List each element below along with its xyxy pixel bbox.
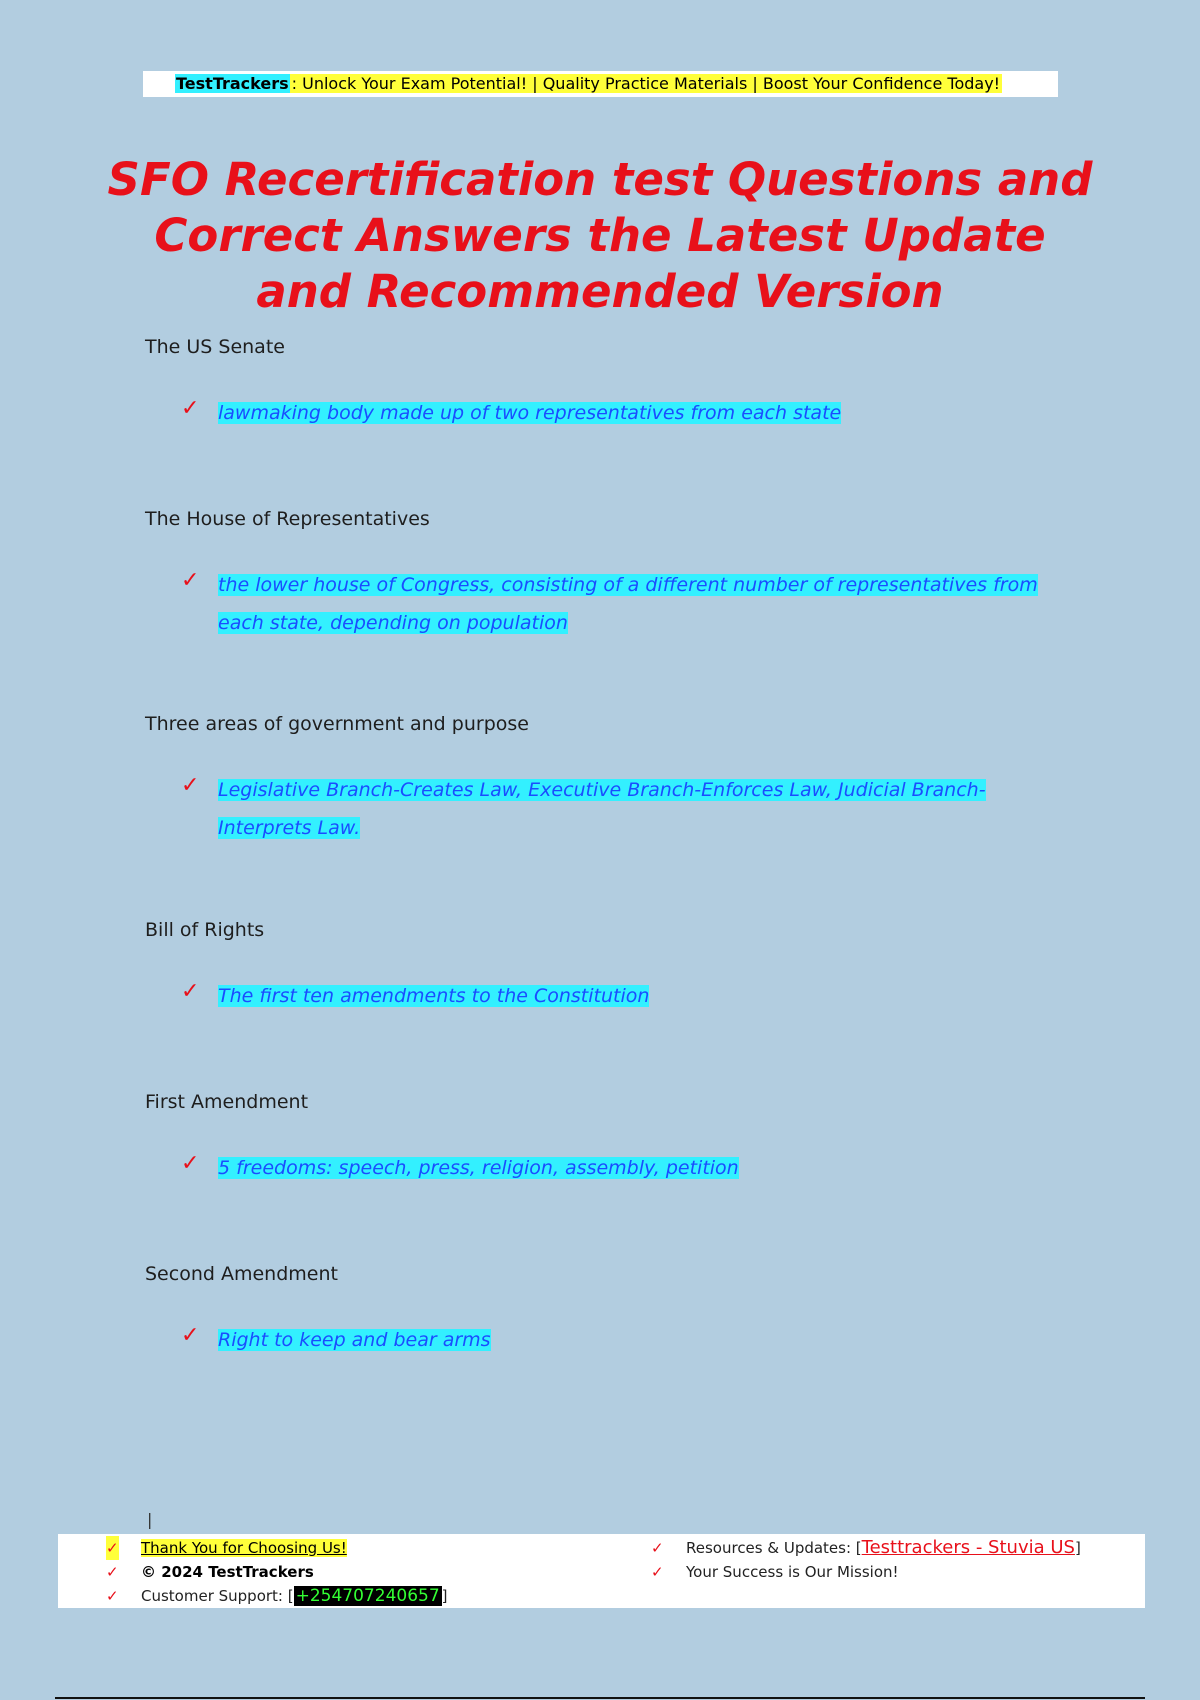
- answer-row: [145, 1149, 1065, 1187]
- support-close: ]: [441, 1587, 448, 1605]
- header-brand: TestTrackers: [176, 74, 289, 93]
- support-phone[interactable]: +254707240657: [295, 1586, 440, 1606]
- footer-item: [106, 1560, 448, 1584]
- question-text: Second Amendment: [145, 1263, 338, 1285]
- answer-highlight: 5 freedoms: speech, press, religion, assembly, petition: [218, 1157, 739, 1179]
- question-text: First Amendment: [145, 1091, 309, 1113]
- qa-item: [145, 915, 1065, 1015]
- answer-text: [218, 1149, 1065, 1187]
- footer-right-column: [651, 1536, 1081, 1584]
- question-text: The House of Representatives: [145, 508, 430, 530]
- footer: [58, 1534, 1145, 1608]
- check-icon: ✓: [106, 1563, 119, 1581]
- qa-item: [145, 709, 1065, 847]
- answer-highlight: the lower house of Congress, consisting of a different number of representatives from each state, depending on population: [218, 574, 1038, 634]
- footer-left-column: [106, 1536, 448, 1608]
- qa-list: [145, 332, 1065, 1359]
- question-text: Three areas of government and purpose: [145, 713, 529, 735]
- question-text: The US Senate: [145, 336, 285, 358]
- check-icon: ✓: [181, 396, 200, 421]
- copyright-text: © 2024 TestTrackers: [141, 1563, 314, 1581]
- resources-link[interactable]: Testtrackers - Stuvia US: [861, 1537, 1075, 1558]
- qa-item: [145, 332, 1065, 432]
- thank-you-text[interactable]: Thank You for Choosing Us!: [141, 1539, 347, 1557]
- check-icon: ✓: [181, 568, 200, 593]
- answer-row: [145, 977, 1065, 1015]
- footer-item: [106, 1584, 448, 1608]
- check-icon: ✓: [181, 979, 200, 1004]
- answer-row: [145, 1321, 1065, 1359]
- answer-highlight: Right to keep and bear arms: [218, 1329, 491, 1351]
- check-icon: ✓: [181, 1151, 200, 1176]
- qa-item: [145, 1087, 1065, 1187]
- answer-highlight: The first ten amendments to the Constitution: [218, 985, 650, 1007]
- header-banner: [143, 71, 1058, 97]
- check-icon: ✓: [651, 1563, 664, 1581]
- answer-row: [145, 566, 1065, 642]
- resources-label: Resources & Updates: [: [686, 1539, 862, 1557]
- footer-item: [651, 1536, 1081, 1560]
- answer-text: [218, 771, 1065, 847]
- page-divider: [55, 1697, 1145, 1699]
- page-title: SFO Recertification test Questions and Correct Answers the Latest Update and Recommended Version: [107, 153, 1093, 318]
- check-icon: ✓: [651, 1539, 664, 1557]
- answer-text: [218, 394, 1065, 432]
- answer-row: [145, 771, 1065, 847]
- resources-close: ]: [1074, 1539, 1081, 1557]
- check-icon: ✓: [106, 1587, 119, 1605]
- check-icon: ✓: [181, 1323, 200, 1348]
- check-icon: ✓: [106, 1536, 119, 1560]
- text-cursor-mark: |: [147, 1510, 153, 1529]
- check-icon: ✓: [181, 773, 200, 798]
- answer-text: [218, 566, 1065, 642]
- answer-text: [218, 1321, 1065, 1359]
- answer-text: [218, 977, 1065, 1015]
- answer-row: [145, 394, 1065, 432]
- support-label: Customer Support: [: [141, 1587, 294, 1605]
- question-text: Bill of Rights: [145, 919, 265, 941]
- qa-item: [145, 504, 1065, 642]
- answer-highlight: lawmaking body made up of two representatives from each state: [218, 402, 842, 424]
- footer-item: [106, 1536, 448, 1560]
- qa-item: [145, 1259, 1065, 1359]
- mission-text: Your Success is Our Mission!: [686, 1563, 899, 1581]
- answer-highlight: Legislative Branch-Creates Law, Executive Branch-Enforces Law, Judicial Branch-Interprets Law.: [218, 779, 986, 839]
- header-tagline: : Unlock Your Exam Potential! | Quality Practice Materials | Boost Your Confidence Today!: [291, 74, 1001, 93]
- footer-item: [651, 1560, 1081, 1584]
